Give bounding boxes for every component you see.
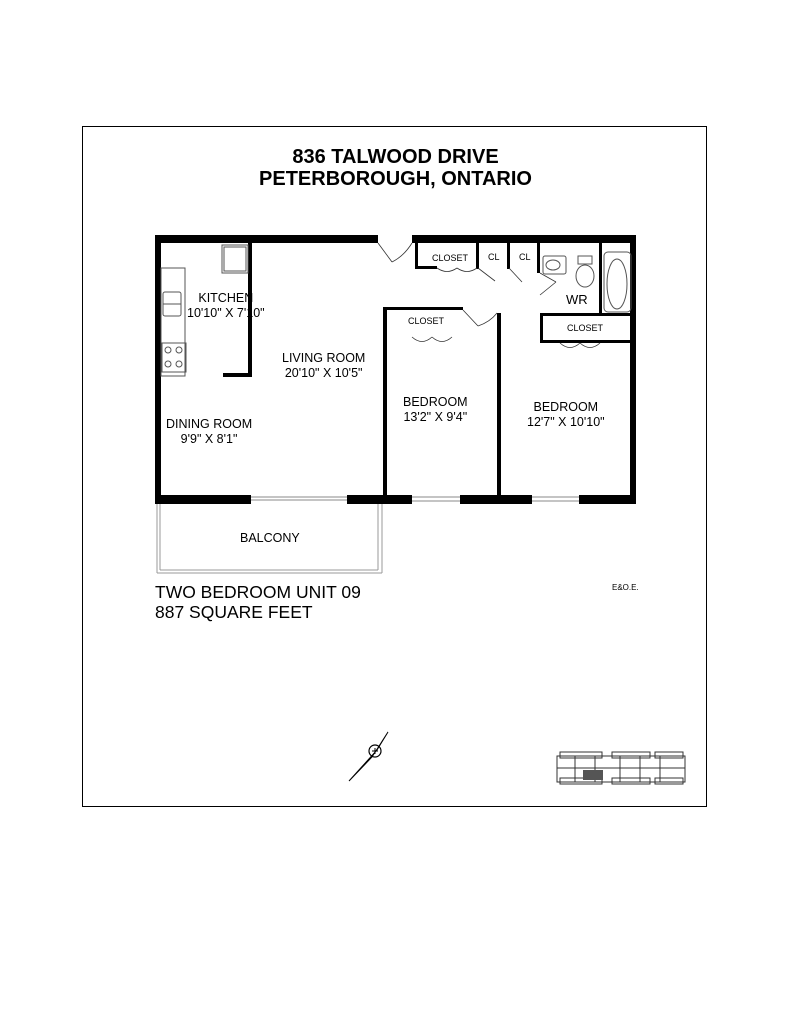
key-plan-icon (557, 752, 685, 784)
closet-bedroom-2-label: CLOSET (567, 323, 604, 333)
north-arrow-icon (349, 732, 388, 781)
balcony-label: BALCONY (240, 531, 300, 545)
living-room-label: LIVING ROOM 20'10" X 10'5" (282, 351, 366, 380)
washroom-label: WR (566, 292, 588, 307)
unit-area: 887 SQUARE FEET (155, 602, 313, 622)
bedroom-1-label: BEDROOM 13'2" X 9'4" (403, 395, 468, 424)
closet-bedroom-1-label: CLOSET (408, 316, 445, 326)
dining-room-label: DINING ROOM 9'9" X 8'1" (166, 417, 253, 446)
unit-name: TWO BEDROOM UNIT 09 (155, 582, 361, 602)
closet-top-label: CLOSET (432, 253, 469, 263)
disclaimer: E&O.E. (612, 583, 639, 592)
cl-2-label: CL (519, 252, 531, 262)
cl-1-label: CL (488, 252, 500, 262)
address-line-2: PETERBOROUGH, ONTARIO (259, 168, 532, 190)
bedroom-2-label: BEDROOM 12'7" X 10'10" (527, 400, 605, 429)
exterior-walls (155, 235, 636, 504)
kitchen-label: KITCHEN 10'10" X 7'10" (187, 291, 265, 320)
address-line-1: 836 TALWOOD DRIVE (292, 146, 499, 168)
